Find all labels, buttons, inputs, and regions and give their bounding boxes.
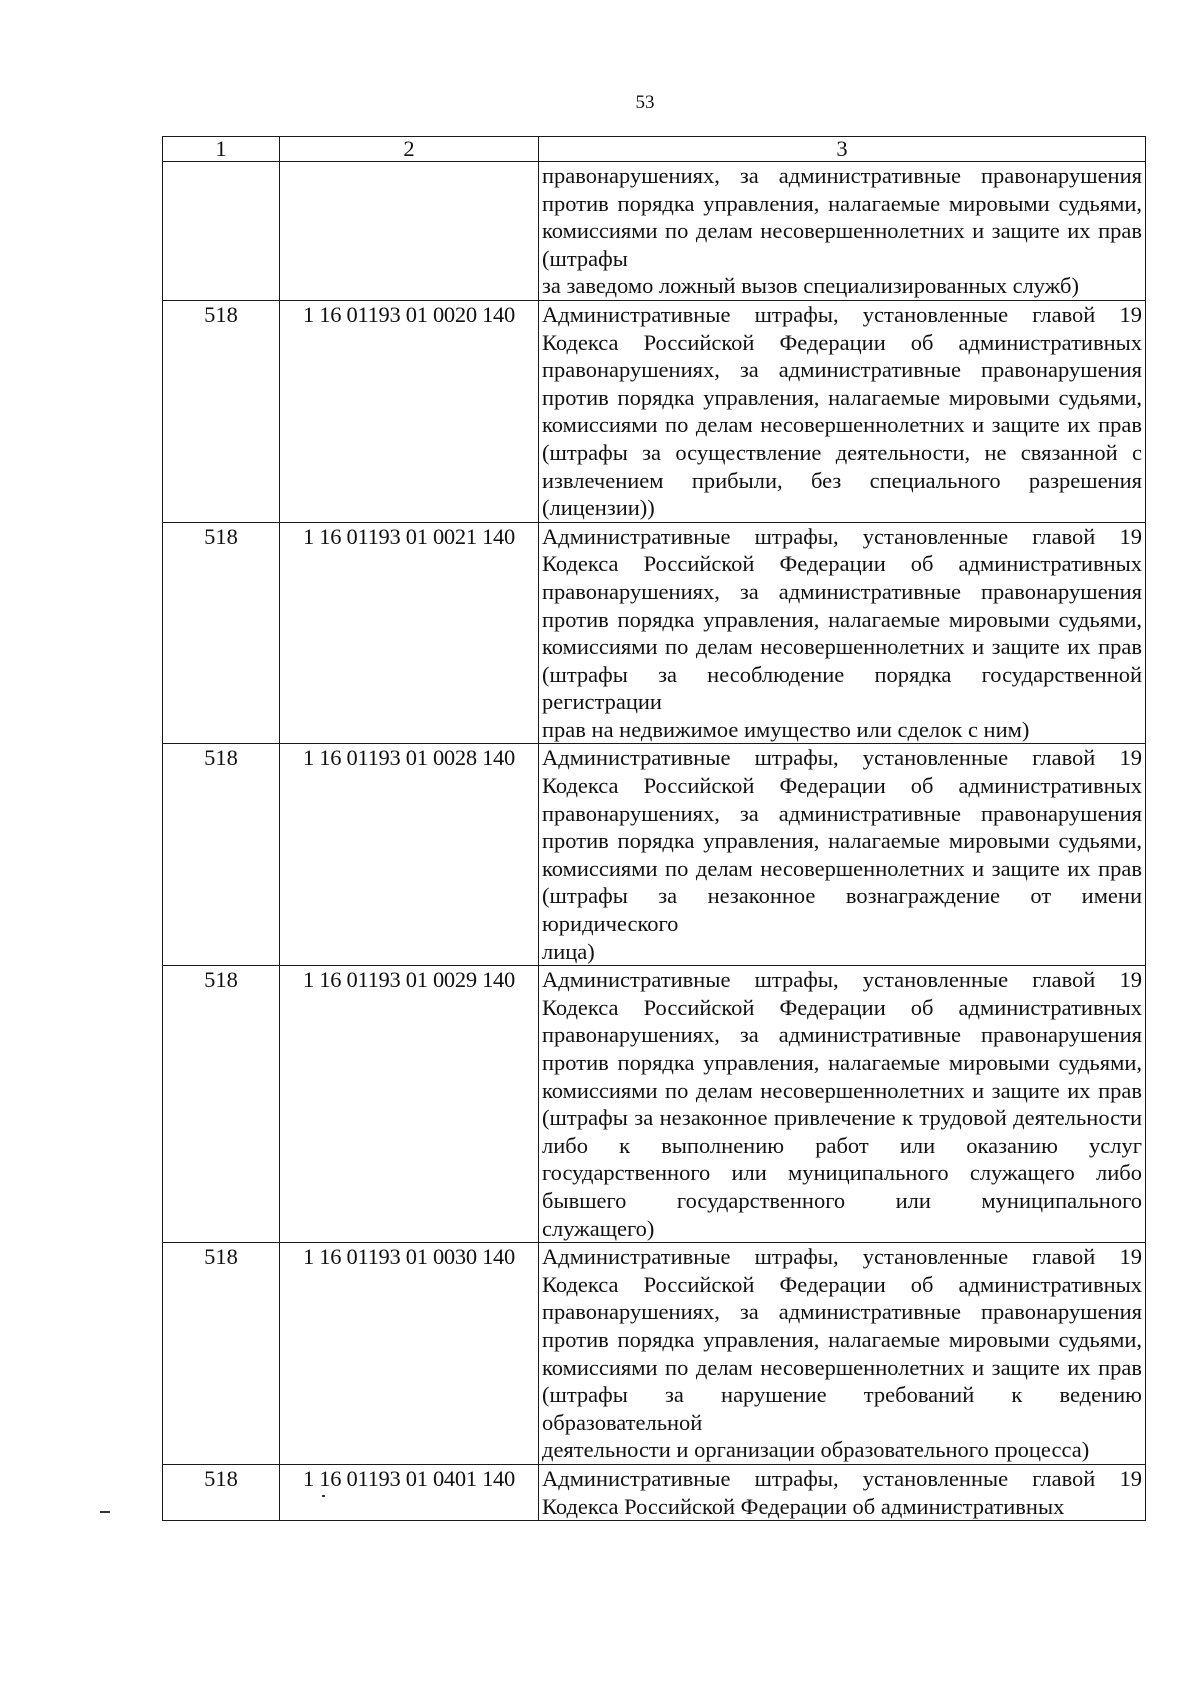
admin-code-cell: 518 <box>163 300 280 522</box>
table-row <box>163 162 1146 301</box>
description-cell <box>539 1464 1146 1520</box>
scan-artifact-mark <box>100 1511 110 1513</box>
description-last-line: за заведомо ложный вызов специализированных служб) <box>542 273 1079 299</box>
admin-code-cell: 518 <box>163 744 280 966</box>
description-text: Административные штрафы, установленные главой 19 Кодекса Российской Федерации об административных правонарушениях, за административные правонарушения против порядка управления, налагаемые мировыми судьями, комиссиями по делам несовершеннолетних и защите их прав (штрафы за незаконное вознаграждение от имени юридического <box>542 745 1142 937</box>
budget-code-cell: 1 16 01193 01 0401 140 <box>280 1464 539 1520</box>
header-col-3: 3 <box>539 137 1146 162</box>
admin-code-cell: 518 <box>163 522 280 744</box>
description-last-line: деятельности и организации образовательного процесса) <box>542 1437 1090 1463</box>
table-header-row <box>163 137 1146 162</box>
budget-code-cell: 1 16 01193 01 0021 140 <box>280 522 539 744</box>
admin-code-cell: 518 <box>163 1464 280 1520</box>
description-text: Административные штрафы, установленные главой 19 Кодекса Российской Федерации об административных правонарушениях, за административные правонарушения против порядка управления, налагаемые мировыми судьями, комиссиями по делам несовершеннолетних и защите их прав (штрафы за несоблюдение порядка государственной регистрации <box>542 523 1142 715</box>
table-row <box>163 1243 1146 1465</box>
description-last-line: прав на недвижимое имущество или сделок с ним) <box>542 716 1030 742</box>
budget-code-cell <box>280 162 539 301</box>
description-text: Административные штрафы, установленные главой 19 Кодекса Российской Федерации об административных правонарушениях, за административные правонарушения против порядка управления, налагаемые мировыми судьями, комиссиями по делам несовершеннолетних и защите их прав (штрафы за незаконное привлечение к трудовой деятельности либо к выполнению работ или оказанию услуг государственного или муниципального служащего либо бывшего государственного или муниципального <box>542 967 1142 1213</box>
description-last-line: (лицензии)) <box>542 495 655 521</box>
description-cell <box>539 300 1146 522</box>
description-cell <box>539 744 1146 966</box>
table-row <box>163 744 1146 966</box>
budget-code-cell: 1 16 01193 01 0028 140 <box>280 744 539 966</box>
budget-code-cell: 1 16 01193 01 0029 140 <box>280 966 539 1243</box>
description-cell <box>539 162 1146 301</box>
header-col-2: 2 <box>280 137 539 162</box>
table-row <box>163 1464 1146 1520</box>
description-cell <box>539 966 1146 1243</box>
admin-code-cell: 518 <box>163 966 280 1243</box>
description-text: правонарушениях, за административные правонарушения против порядка управления, налагаемые мировыми судьями, комиссиями по делам несовершеннолетних и защите их прав (штрафы <box>542 163 1142 271</box>
fines-table <box>162 136 1146 1521</box>
description-last-line: Кодекса Российской Федерации об административных <box>542 1493 1065 1519</box>
scan-artifact-dot <box>322 1495 325 1497</box>
admin-code-cell: 518 <box>163 1243 280 1465</box>
description-last-line: лица) <box>542 938 595 964</box>
description-text: Административные штрафы, установленные главой 19 Кодекса Российской Федерации об административных правонарушениях, за административные правонарушения против порядка управления, налагаемые мировыми судьями, комиссиями по делам несовершеннолетних и защите их прав (штрафы за осуществление деятельности, не связанной с извлечением прибыли, без специального разрешения <box>542 301 1142 493</box>
description-cell <box>539 522 1146 744</box>
budget-code-cell: 1 16 01193 01 0020 140 <box>280 300 539 522</box>
description-cell <box>539 1243 1146 1465</box>
budget-code-cell: 1 16 01193 01 0030 140 <box>280 1243 539 1465</box>
table-row <box>163 966 1146 1243</box>
table-row <box>163 300 1146 522</box>
page-number: 53 <box>635 92 655 113</box>
header-col-1: 1 <box>163 137 280 162</box>
description-last-line: служащего) <box>542 1215 655 1241</box>
description-text: Административные штрафы, установленные главой 19 <box>542 1465 1142 1491</box>
table-row <box>163 522 1146 744</box>
description-text: Административные штрафы, установленные главой 19 Кодекса Российской Федерации об административных правонарушениях, за административные правонарушения против порядка управления, налагаемые мировыми судьями, комиссиями по делам несовершеннолетних и защите их прав (штрафы за нарушение требований к ведению образовательной <box>542 1244 1142 1435</box>
admin-code-cell <box>163 162 280 301</box>
